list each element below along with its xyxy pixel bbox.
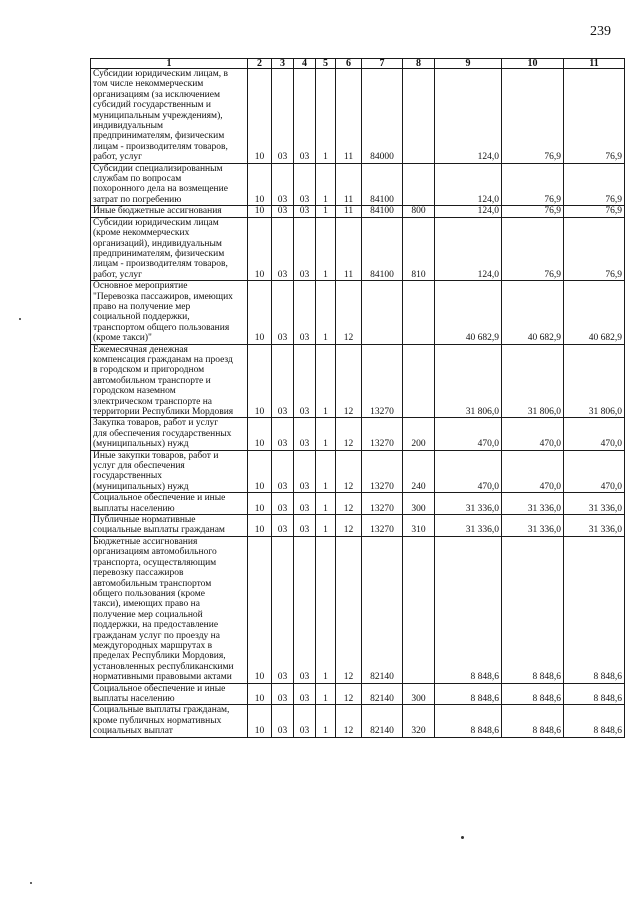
value-cell-c4: 03 <box>294 163 316 206</box>
value-cell-c5: 1 <box>316 418 336 450</box>
value-cell-c9: 31 806,0 <box>435 344 502 418</box>
value-cell-c5: 1 <box>316 206 336 217</box>
value-cell-c3: 03 <box>272 344 294 418</box>
column-header: 4 <box>294 59 316 69</box>
row-name-cell: Социальные выплаты гражданам, кроме публичных нормативных социальных выплат <box>91 705 248 737</box>
value-cell-c5: 1 <box>316 493 336 515</box>
value-cell-c2: 10 <box>248 163 272 206</box>
row-name-cell: Иные закупки товаров, работ и услуг для обеспечения государственных (муниципальных) нужд <box>91 450 248 493</box>
value-cell-c4: 03 <box>294 493 316 515</box>
value-cell-c8: 320 <box>403 705 435 737</box>
value-cell-c7: 82140 <box>362 705 403 737</box>
value-cell-c6: 12 <box>336 683 362 705</box>
row-name-cell: Социальное обеспечение и иные выплаты населению <box>91 683 248 705</box>
value-cell-c4: 03 <box>294 217 316 280</box>
table-row <box>91 683 625 705</box>
value-cell-c10: 8 848,6 <box>502 683 564 705</box>
table-row <box>91 344 625 418</box>
value-cell-c10: 31 336,0 <box>502 515 564 537</box>
value-cell-c11: 470,0 <box>564 418 625 450</box>
value-cell-c8: 310 <box>403 515 435 537</box>
value-cell-c4: 03 <box>294 281 316 344</box>
value-cell-c9: 8 848,6 <box>435 683 502 705</box>
table-row <box>91 493 625 515</box>
column-header: 3 <box>272 59 294 69</box>
value-cell-c2: 10 <box>248 515 272 537</box>
value-cell-c6: 11 <box>336 163 362 206</box>
value-cell-c4: 03 <box>294 705 316 737</box>
value-cell-c9: 470,0 <box>435 418 502 450</box>
value-cell-c11: 31 336,0 <box>564 515 625 537</box>
value-cell-c7: 13270 <box>362 450 403 493</box>
table-body <box>91 69 625 738</box>
value-cell-c5: 1 <box>316 683 336 705</box>
value-cell-c9: 31 336,0 <box>435 493 502 515</box>
column-header: 5 <box>316 59 336 69</box>
value-cell-c8 <box>403 69 435 164</box>
value-cell-c6: 12 <box>336 281 362 344</box>
value-cell-c7: 82140 <box>362 683 403 705</box>
value-cell-c6: 11 <box>336 217 362 280</box>
value-cell-c10: 8 848,6 <box>502 705 564 737</box>
value-cell-c3: 03 <box>272 281 294 344</box>
row-name-cell: Субсидии юридическим лицам (кроме некоммерческих организаций), индивидуальным предпринимателям, физическим лицам - производителям товаров, работ, услуг <box>91 217 248 280</box>
value-cell-c3: 03 <box>272 69 294 164</box>
value-cell-c11: 31 806,0 <box>564 344 625 418</box>
value-cell-c5: 1 <box>316 450 336 493</box>
value-cell-c3: 03 <box>272 493 294 515</box>
budget-table <box>90 58 625 738</box>
value-cell-c4: 03 <box>294 536 316 683</box>
value-cell-c11: 76,9 <box>564 69 625 164</box>
value-cell-c2: 10 <box>248 450 272 493</box>
row-name-cell: Иные бюджетные ассигнования <box>91 206 248 217</box>
value-cell-c10: 470,0 <box>502 450 564 493</box>
value-cell-c11: 8 848,6 <box>564 536 625 683</box>
table-row <box>91 163 625 206</box>
value-cell-c3: 03 <box>272 683 294 705</box>
row-name-cell: Закупка товаров, работ и услуг для обеспечения государственных (муниципальных) нужд <box>91 418 248 450</box>
value-cell-c7 <box>362 281 403 344</box>
value-cell-c3: 03 <box>272 163 294 206</box>
value-cell-c8: 810 <box>403 217 435 280</box>
value-cell-c3: 03 <box>272 418 294 450</box>
table-row <box>91 69 625 164</box>
value-cell-c11: 8 848,6 <box>564 705 625 737</box>
value-cell-c10: 76,9 <box>502 206 564 217</box>
value-cell-c10: 76,9 <box>502 217 564 280</box>
column-header: 2 <box>248 59 272 69</box>
value-cell-c10: 31 806,0 <box>502 344 564 418</box>
value-cell-c6: 11 <box>336 206 362 217</box>
value-cell-c11: 76,9 <box>564 163 625 206</box>
value-cell-c5: 1 <box>316 344 336 418</box>
value-cell-c4: 03 <box>294 344 316 418</box>
value-cell-c10: 8 848,6 <box>502 536 564 683</box>
value-cell-c2: 10 <box>248 705 272 737</box>
row-name-cell: Субсидии специализированным службам по вопросам похоронного дела на возмещение затрат по погребению <box>91 163 248 206</box>
value-cell-c2: 10 <box>248 536 272 683</box>
value-cell-c2: 10 <box>248 281 272 344</box>
table-row <box>91 217 625 280</box>
value-cell-c3: 03 <box>272 515 294 537</box>
value-cell-c5: 1 <box>316 705 336 737</box>
row-name-cell: Ежемесячная денежная компенсация гражданам на проезд в городском и пригородном автомобильном транспорте и городском наземном электрическом транспорте на территории Республики Мордовия <box>91 344 248 418</box>
row-name-cell: Бюджетные ассигнования организациям автомобильного транспорта, осуществляющим перевозку пассажиров автомобильным транспортом общего пользования (кроме такси), имеющих право на получение мер социальной поддержки, на предоставление гражданам услуг по проезду на междугородных маршрутах в пределах Республики Мордовия, установленных республиканскими нормативными правовыми актами <box>91 536 248 683</box>
table-row <box>91 536 625 683</box>
table-row <box>91 418 625 450</box>
value-cell-c8: 300 <box>403 493 435 515</box>
row-name-cell: Социальное обеспечение и иные выплаты населению <box>91 493 248 515</box>
value-cell-c2: 10 <box>248 683 272 705</box>
value-cell-c11: 76,9 <box>564 206 625 217</box>
table-row <box>91 705 625 737</box>
value-cell-c9: 124,0 <box>435 217 502 280</box>
value-cell-c4: 03 <box>294 206 316 217</box>
value-cell-c7: 13270 <box>362 418 403 450</box>
value-cell-c10: 40 682,9 <box>502 281 564 344</box>
value-cell-c6: 11 <box>336 69 362 164</box>
value-cell-c8: 240 <box>403 450 435 493</box>
column-header: 7 <box>362 59 403 69</box>
value-cell-c3: 03 <box>272 206 294 217</box>
value-cell-c5: 1 <box>316 536 336 683</box>
value-cell-c6: 12 <box>336 705 362 737</box>
value-cell-c7: 84100 <box>362 217 403 280</box>
value-cell-c11: 470,0 <box>564 450 625 493</box>
scan-speck <box>461 836 464 839</box>
value-cell-c2: 10 <box>248 418 272 450</box>
value-cell-c8 <box>403 163 435 206</box>
value-cell-c5: 1 <box>316 163 336 206</box>
scan-speck <box>19 318 21 320</box>
value-cell-c6: 12 <box>336 450 362 493</box>
value-cell-c4: 03 <box>294 69 316 164</box>
value-cell-c2: 10 <box>248 69 272 164</box>
value-cell-c7: 84100 <box>362 206 403 217</box>
value-cell-c5: 1 <box>316 515 336 537</box>
value-cell-c7: 13270 <box>362 344 403 418</box>
value-cell-c6: 12 <box>336 493 362 515</box>
value-cell-c8: 800 <box>403 206 435 217</box>
value-cell-c8 <box>403 536 435 683</box>
value-cell-c10: 31 336,0 <box>502 493 564 515</box>
value-cell-c7: 13270 <box>362 493 403 515</box>
value-cell-c2: 10 <box>248 493 272 515</box>
value-cell-c11: 31 336,0 <box>564 493 625 515</box>
column-header: 9 <box>435 59 502 69</box>
value-cell-c6: 12 <box>336 418 362 450</box>
row-name-cell: Публичные нормативные социальные выплаты гражданам <box>91 515 248 537</box>
value-cell-c6: 12 <box>336 515 362 537</box>
value-cell-c2: 10 <box>248 217 272 280</box>
value-cell-c11: 76,9 <box>564 217 625 280</box>
value-cell-c8: 300 <box>403 683 435 705</box>
column-header: 10 <box>502 59 564 69</box>
value-cell-c3: 03 <box>272 450 294 493</box>
value-cell-c9: 124,0 <box>435 69 502 164</box>
value-cell-c10: 470,0 <box>502 418 564 450</box>
value-cell-c5: 1 <box>316 281 336 344</box>
value-cell-c9: 8 848,6 <box>435 536 502 683</box>
value-cell-c4: 03 <box>294 683 316 705</box>
value-cell-c2: 10 <box>248 206 272 217</box>
column-header: 6 <box>336 59 362 69</box>
value-cell-c4: 03 <box>294 418 316 450</box>
table-row <box>91 206 625 217</box>
value-cell-c9: 470,0 <box>435 450 502 493</box>
value-cell-c8: 200 <box>403 418 435 450</box>
value-cell-c8 <box>403 344 435 418</box>
value-cell-c3: 03 <box>272 217 294 280</box>
value-cell-c9: 124,0 <box>435 163 502 206</box>
value-cell-c3: 03 <box>272 536 294 683</box>
value-cell-c9: 40 682,9 <box>435 281 502 344</box>
value-cell-c7: 82140 <box>362 536 403 683</box>
value-cell-c7: 84000 <box>362 69 403 164</box>
value-cell-c7: 84100 <box>362 163 403 206</box>
row-name-cell: Субсидии юридическим лицам, в том числе некоммерческим организациям (за исключением субсидий государственным и муниципальным учреждениям), индивидуальным предпринимателям, физическим лицам - производителям товаров, работ, услуг <box>91 69 248 164</box>
row-name-cell: Основное мероприятие "Перевозка пассажиров, имеющих право на получение мер социальной поддержки, транспортом общего пользования (кроме такси)" <box>91 281 248 344</box>
value-cell-c10: 76,9 <box>502 69 564 164</box>
value-cell-c9: 31 336,0 <box>435 515 502 537</box>
value-cell-c6: 12 <box>336 344 362 418</box>
value-cell-c6: 12 <box>336 536 362 683</box>
value-cell-c4: 03 <box>294 450 316 493</box>
header-row <box>91 59 625 69</box>
value-cell-c9: 124,0 <box>435 206 502 217</box>
value-cell-c2: 10 <box>248 344 272 418</box>
column-header: 8 <box>403 59 435 69</box>
value-cell-c8 <box>403 281 435 344</box>
page-number: 239 <box>590 24 611 39</box>
table-row <box>91 515 625 537</box>
scan-speck <box>30 882 32 884</box>
value-cell-c4: 03 <box>294 515 316 537</box>
column-header: 11 <box>564 59 625 69</box>
table-row <box>91 281 625 344</box>
value-cell-c11: 40 682,9 <box>564 281 625 344</box>
value-cell-c10: 76,9 <box>502 163 564 206</box>
value-cell-c5: 1 <box>316 217 336 280</box>
value-cell-c5: 1 <box>316 69 336 164</box>
column-header: 1 <box>91 59 248 69</box>
value-cell-c3: 03 <box>272 705 294 737</box>
table-row <box>91 450 625 493</box>
value-cell-c9: 8 848,6 <box>435 705 502 737</box>
value-cell-c7: 13270 <box>362 515 403 537</box>
value-cell-c11: 8 848,6 <box>564 683 625 705</box>
